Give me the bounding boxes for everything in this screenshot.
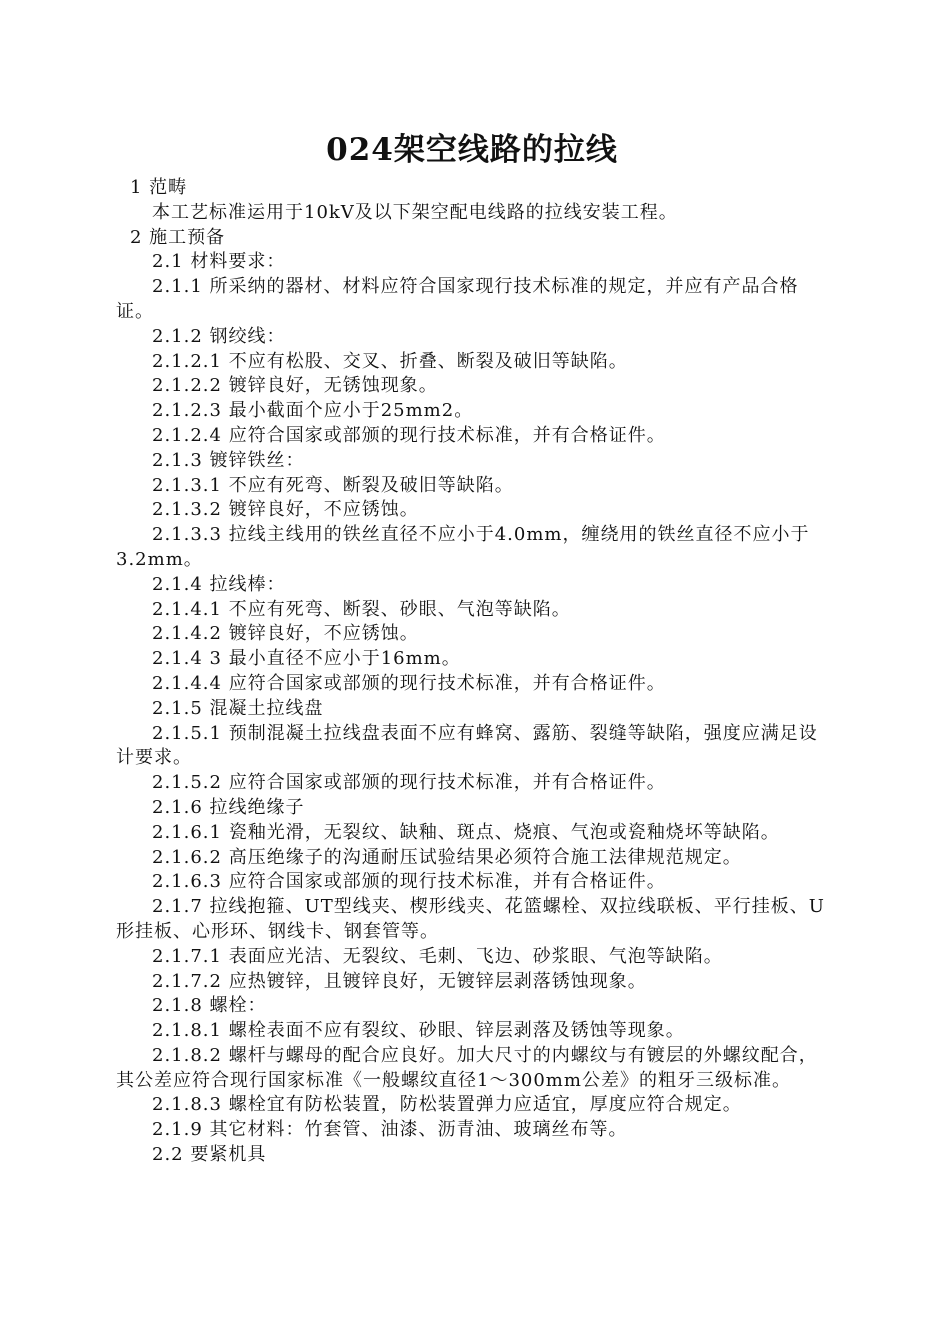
paragraph-line: 2.1.4.1 不应有死弯、断裂、砂眼、气泡等缺陷。	[152, 598, 571, 620]
document-title: 024架空线路的拉线	[326, 132, 618, 168]
paragraph-line: 2.1.4.2 镀锌良好，不应锈蚀。	[152, 623, 419, 645]
paragraph-line: 2.1.7.1 表面应光洁、无裂纹、毛刺、飞边、砂浆眼、气泡等缺陷。	[152, 945, 723, 967]
paragraph-line: 2.1.8.1 螺栓表面不应有裂纹、砂眼、锌层剥落及锈蚀等现象。	[152, 1020, 685, 1042]
paragraph-line: 2.1.4.4 应符合国家或部颁的现行技术标准，并有合格证件。	[152, 672, 666, 694]
paragraph-line: 2.1.2.3 最小截面个应小于25mm2。	[152, 400, 474, 422]
paragraph-line: 2.1.8 螺栓：	[152, 995, 267, 1017]
paragraph-line: 本工艺标准运用于10kV及以下架空配电线路的拉线安装工程。	[152, 201, 678, 223]
paragraph-line: 2.1.1 所采纳的器材、材料应符合国家现行技术标准的规定，并应有产品合格证。	[116, 276, 799, 322]
paragraph-line: 2.1.3.3 拉线主线用的铁丝直径不应小于4.0mm，缠绕用的铁丝直径不应小于3.2mm。	[116, 524, 810, 570]
paragraph-line: 2.1.6.3 应符合国家或部颁的现行技术标准，并有合格证件。	[152, 871, 666, 893]
paragraph-line: 2.1.7.2 应热镀锌，且镀锌良好，无镀锌层剥落锈蚀现象。	[152, 970, 647, 992]
paragraph-line: 2 施工预备	[130, 226, 226, 248]
paragraph-line: 2.1.5 混凝土拉线盘	[152, 697, 324, 719]
paragraph-line: 2.1.2.2 镀锌良好，无锈蚀现象。	[152, 375, 438, 397]
paragraph-line: 2.1.3.2 镀锌良好，不应锈蚀。	[152, 499, 419, 521]
document-body	[116, 176, 828, 1168]
paragraph-line: 2.1.4 拉线棒：	[152, 573, 286, 595]
paragraph-line: 2.1.7 拉线抱箍、UT型线夹、楔形线夹、花篮螺栓、双拉线联板、平行挂板、U形挂板、心形环、钢线卡、钢套管等。	[116, 896, 825, 942]
paragraph-line: 2.1.3 镀锌铁丝：	[152, 449, 305, 471]
document-page	[116, 128, 828, 1168]
paragraph-line: 2.1.3.1 不应有死弯、断裂及破旧等缺陷。	[152, 474, 514, 496]
paragraph-line: 2.1.5.1 预制混凝土拉线盘表面不应有蜂窝、露筋、裂缝等缺陷，强度应满足设计要求。	[116, 722, 818, 769]
paragraph-line: 2.1.6 拉线绝缘子	[152, 796, 305, 818]
paragraph-line: 1 范畴	[130, 177, 188, 198]
paragraph-line: 2.1.8.3 螺栓宜有防松装置，防松装置弹力应适宜，厚度应符合规定。	[152, 1094, 742, 1116]
paragraph-line: 2.1.2.4 应符合国家或部颁的现行技术标准，并有合格证件。	[152, 424, 666, 446]
paragraph-line: 2.1.5.2 应符合国家或部颁的现行技术标准，并有合格证件。	[152, 772, 666, 794]
paragraph-line: 2.1.6.2 高压绝缘子的沟通耐压试验结果必须符合施工法律规范规定。	[152, 846, 742, 868]
paragraph-line: 2.1.9 其它材料：竹套管、油漆、沥青油、玻璃丝布等。	[152, 1119, 628, 1141]
paragraph-line: 2.2 要紧机具	[152, 1144, 267, 1166]
paragraph-line: 2.1.8.2 螺杆与螺母的配合应良好。加大尺寸的内螺纹与有镀层的外螺纹配合，其公差应符合现行国家标准《一般螺纹直径1～300mm公差》的粗牙三级标准。	[116, 1044, 818, 1091]
paragraph-line: 2.1.6.1 瓷釉光滑，无裂纹、缺釉、斑点、烧痕、气泡或瓷釉烧坏等缺陷。	[152, 821, 780, 843]
paragraph-line: 2.1.2.1 不应有松股、交叉、折叠、断裂及破旧等缺陷。	[152, 350, 628, 372]
paragraph-line: 2.1.4 3 最小直径不应小于16mm。	[152, 648, 461, 670]
paragraph-line: 2.1.2 钢绞线：	[152, 325, 286, 347]
paragraph-line: 2.1 材料要求：	[152, 251, 286, 273]
